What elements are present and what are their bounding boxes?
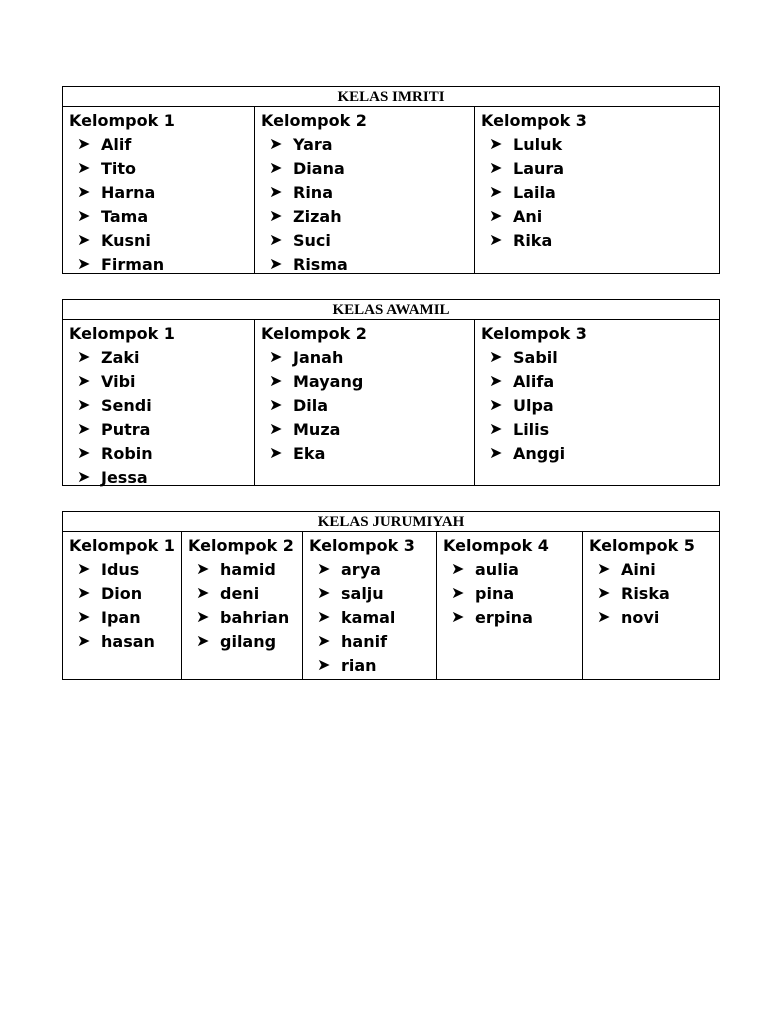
- list-item: [261, 442, 474, 466]
- arrowhead-bullet-icon: ➤: [77, 633, 91, 650]
- member-name: Sendi: [101, 396, 152, 415]
- group-column: [475, 320, 719, 485]
- arrowhead-bullet-icon: ➤: [317, 657, 331, 674]
- member-name: Firman: [101, 255, 165, 274]
- list-item: [69, 229, 254, 253]
- member-name: Ipan: [101, 608, 141, 627]
- list-item: [309, 582, 436, 606]
- arrowhead-bullet-icon: ➤: [451, 609, 465, 626]
- list-item: [261, 157, 474, 181]
- arrowhead-bullet-icon: ➤: [597, 609, 611, 626]
- member-name: novi: [621, 608, 660, 627]
- list-item: [481, 205, 719, 229]
- group-heading: Kelompok 3: [309, 536, 415, 555]
- member-name: Ani: [513, 207, 543, 226]
- arrowhead-bullet-icon: ➤: [489, 136, 503, 153]
- arrowhead-bullet-icon: ➤: [77, 160, 91, 177]
- list-item: [69, 582, 181, 606]
- list-item: [69, 394, 254, 418]
- arrowhead-bullet-icon: ➤: [489, 349, 503, 366]
- arrowhead-bullet-icon: ➤: [489, 373, 503, 390]
- list-item: [69, 442, 254, 466]
- group-heading: Kelompok 4: [443, 536, 549, 555]
- list-item: [589, 582, 719, 606]
- group-heading: Kelompok 1: [69, 536, 175, 555]
- group-heading: Kelompok 5: [589, 536, 695, 555]
- list-item: [69, 181, 254, 205]
- group-column: [475, 107, 719, 273]
- group-column: [63, 320, 255, 485]
- arrowhead-bullet-icon: ➤: [196, 585, 210, 602]
- arrowhead-bullet-icon: ➤: [489, 160, 503, 177]
- member-name: Suci: [293, 231, 331, 250]
- list-item: [69, 346, 254, 370]
- arrowhead-bullet-icon: ➤: [269, 349, 283, 366]
- member-name: Zaki: [101, 348, 140, 367]
- list-item: [481, 157, 719, 181]
- arrowhead-bullet-icon: ➤: [77, 349, 91, 366]
- member-name: kamal: [341, 608, 396, 627]
- table-title: KELAS IMRITI: [63, 87, 719, 107]
- member-name: Diana: [293, 159, 345, 178]
- arrowhead-bullet-icon: ➤: [451, 585, 465, 602]
- arrowhead-bullet-icon: ➤: [489, 397, 503, 414]
- list-item: [69, 157, 254, 181]
- group-heading: Kelompok 2: [261, 324, 367, 343]
- arrowhead-bullet-icon: ➤: [317, 585, 331, 602]
- arrowhead-bullet-icon: ➤: [317, 633, 331, 650]
- list-item: [69, 370, 254, 394]
- list-item: [589, 606, 719, 630]
- member-name: Risma: [293, 255, 348, 274]
- group-heading: Kelompok 3: [481, 324, 587, 343]
- member-name: hanif: [341, 632, 388, 651]
- arrowhead-bullet-icon: ➤: [77, 136, 91, 153]
- member-name: Lilis: [513, 420, 550, 439]
- member-name: Yara: [293, 135, 333, 154]
- member-name: Robin: [101, 444, 153, 463]
- member-name: Rika: [513, 231, 553, 250]
- list-item: [261, 229, 474, 253]
- member-name: bahrian: [220, 608, 290, 627]
- group-column: [583, 532, 719, 679]
- table-title: KELAS JURUMIYAH: [63, 512, 719, 532]
- list-item: [481, 229, 719, 253]
- member-name: Kusni: [101, 231, 151, 250]
- member-name: Idus: [101, 560, 140, 579]
- member-name: Laura: [513, 159, 565, 178]
- member-name: Alif: [101, 135, 132, 154]
- list-item: [188, 630, 302, 654]
- group-column: [437, 532, 583, 679]
- list-item: [481, 181, 719, 205]
- arrowhead-bullet-icon: ➤: [269, 445, 283, 462]
- list-item: [188, 582, 302, 606]
- arrowhead-bullet-icon: ➤: [77, 184, 91, 201]
- list-item: [261, 253, 474, 277]
- list-item: [309, 606, 436, 630]
- member-name: Laila: [513, 183, 556, 202]
- arrowhead-bullet-icon: ➤: [489, 421, 503, 438]
- member-name: Tama: [101, 207, 149, 226]
- member-name: hamid: [220, 560, 276, 579]
- member-name: arya: [341, 560, 381, 579]
- member-name: Aini: [621, 560, 656, 579]
- list-item: [69, 558, 181, 582]
- list-item: [481, 133, 719, 157]
- list-item: [443, 606, 582, 630]
- list-item: [443, 558, 582, 582]
- member-name: Dila: [293, 396, 329, 415]
- table-kelas-awamil: [62, 299, 720, 486]
- member-name: rian: [341, 656, 377, 675]
- arrowhead-bullet-icon: ➤: [77, 397, 91, 414]
- member-name: Tito: [101, 159, 137, 178]
- group-column: [255, 107, 475, 273]
- arrowhead-bullet-icon: ➤: [77, 208, 91, 225]
- group-heading: Kelompok 3: [481, 111, 587, 130]
- arrowhead-bullet-icon: ➤: [317, 561, 331, 578]
- list-item: [481, 418, 719, 442]
- arrowhead-bullet-icon: ➤: [269, 397, 283, 414]
- arrowhead-bullet-icon: ➤: [269, 136, 283, 153]
- arrowhead-bullet-icon: ➤: [451, 561, 465, 578]
- list-item: [309, 630, 436, 654]
- group-column: [255, 320, 475, 485]
- group-heading: Kelompok 1: [69, 111, 175, 130]
- list-item: [309, 654, 436, 678]
- group-column: [63, 532, 182, 679]
- arrowhead-bullet-icon: ➤: [269, 232, 283, 249]
- arrowhead-bullet-icon: ➤: [77, 445, 91, 462]
- member-name: Rina: [293, 183, 333, 202]
- list-item: [481, 394, 719, 418]
- group-column: [182, 532, 303, 679]
- arrowhead-bullet-icon: ➤: [269, 421, 283, 438]
- arrowhead-bullet-icon: ➤: [597, 561, 611, 578]
- arrowhead-bullet-icon: ➤: [489, 184, 503, 201]
- table-kelas-jurumiyah: [62, 511, 720, 680]
- member-name: salju: [341, 584, 384, 603]
- member-name: Zizah: [293, 207, 342, 226]
- list-item: [261, 370, 474, 394]
- arrowhead-bullet-icon: ➤: [269, 373, 283, 390]
- list-item: [188, 558, 302, 582]
- member-name: gilang: [220, 632, 277, 651]
- member-name: Muza: [293, 420, 341, 439]
- member-name: Ulpa: [513, 396, 554, 415]
- member-name: hasan: [101, 632, 155, 651]
- arrowhead-bullet-icon: ➤: [317, 609, 331, 626]
- member-name: Luluk: [513, 135, 563, 154]
- list-item: [69, 418, 254, 442]
- list-item: [481, 370, 719, 394]
- list-item: [261, 181, 474, 205]
- member-name: Janah: [293, 348, 344, 367]
- member-name: Mayang: [293, 372, 364, 391]
- table-kelas-imriti: [62, 86, 720, 274]
- list-item: [188, 606, 302, 630]
- group-heading: Kelompok 1: [69, 324, 175, 343]
- member-name: Riska: [621, 584, 670, 603]
- arrowhead-bullet-icon: ➤: [196, 561, 210, 578]
- arrowhead-bullet-icon: ➤: [597, 585, 611, 602]
- list-item: [261, 133, 474, 157]
- member-name: Dion: [101, 584, 143, 603]
- member-name: Eka: [293, 444, 326, 463]
- arrowhead-bullet-icon: ➤: [77, 585, 91, 602]
- member-name: Putra: [101, 420, 151, 439]
- member-name: erpina: [475, 608, 533, 627]
- list-item: [69, 205, 254, 229]
- arrowhead-bullet-icon: ➤: [269, 208, 283, 225]
- list-item: [481, 346, 719, 370]
- list-item: [589, 558, 719, 582]
- arrowhead-bullet-icon: ➤: [77, 256, 91, 273]
- arrowhead-bullet-icon: ➤: [77, 609, 91, 626]
- list-item: [261, 205, 474, 229]
- arrowhead-bullet-icon: ➤: [77, 421, 91, 438]
- arrowhead-bullet-icon: ➤: [489, 208, 503, 225]
- group-heading: Kelompok 2: [261, 111, 367, 130]
- table-title: KELAS AWAMIL: [63, 300, 719, 320]
- group-column: [303, 532, 437, 679]
- arrowhead-bullet-icon: ➤: [489, 232, 503, 249]
- arrowhead-bullet-icon: ➤: [77, 232, 91, 249]
- list-item: [69, 606, 181, 630]
- arrowhead-bullet-icon: ➤: [269, 184, 283, 201]
- list-item: [69, 133, 254, 157]
- member-name: Anggi: [513, 444, 566, 463]
- member-name: Harna: [101, 183, 156, 202]
- list-item: [261, 394, 474, 418]
- member-name: Jessa: [101, 468, 148, 487]
- arrowhead-bullet-icon: ➤: [196, 633, 210, 650]
- member-name: pina: [475, 584, 515, 603]
- arrowhead-bullet-icon: ➤: [269, 160, 283, 177]
- member-name: deni: [220, 584, 260, 603]
- arrowhead-bullet-icon: ➤: [196, 609, 210, 626]
- arrowhead-bullet-icon: ➤: [489, 445, 503, 462]
- member-name: aulia: [475, 560, 519, 579]
- arrowhead-bullet-icon: ➤: [77, 469, 91, 486]
- list-item: [69, 253, 254, 277]
- arrowhead-bullet-icon: ➤: [77, 561, 91, 578]
- arrowhead-bullet-icon: ➤: [269, 256, 283, 273]
- list-item: [309, 558, 436, 582]
- list-item: [69, 466, 254, 490]
- list-item: [69, 630, 181, 654]
- group-heading: Kelompok 2: [188, 536, 294, 555]
- list-item: [443, 582, 582, 606]
- list-item: [261, 346, 474, 370]
- member-name: Sabil: [513, 348, 558, 367]
- arrowhead-bullet-icon: ➤: [77, 373, 91, 390]
- member-name: Alifa: [513, 372, 555, 391]
- list-item: [481, 442, 719, 466]
- member-name: Vibi: [101, 372, 136, 391]
- group-column: [63, 107, 255, 273]
- list-item: [261, 418, 474, 442]
